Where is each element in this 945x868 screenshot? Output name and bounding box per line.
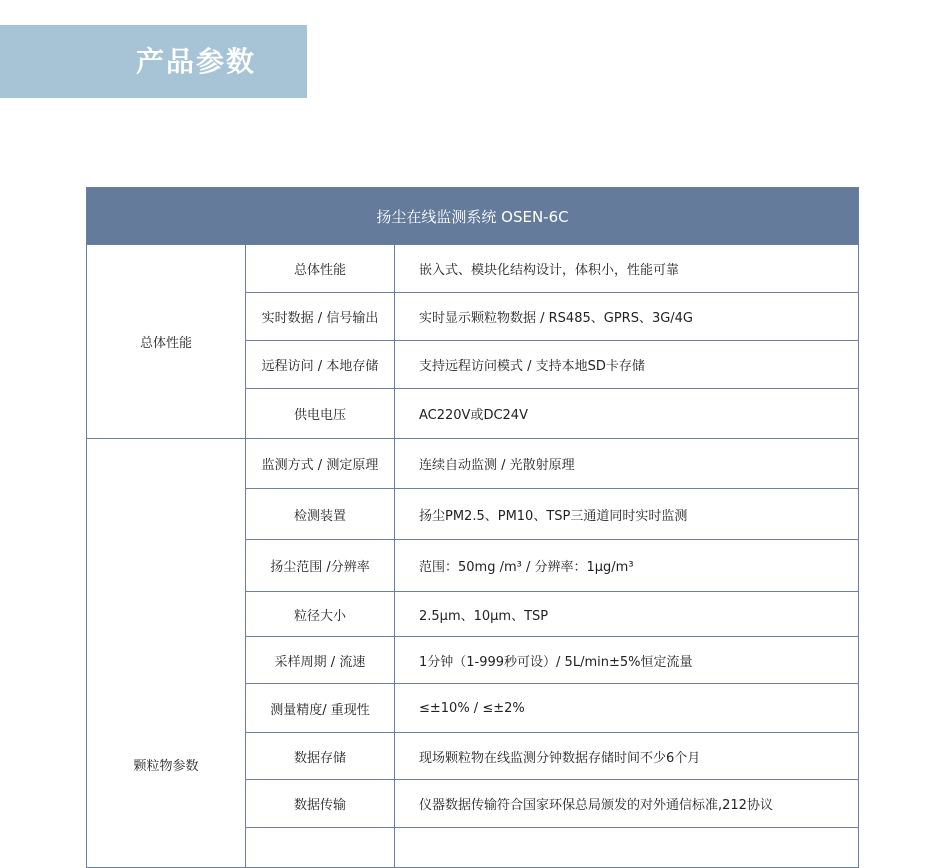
- table-title: 扬尘在线监测系统 OSEN-6C: [87, 188, 859, 245]
- param-label: 采样周期 / 流速: [246, 637, 395, 684]
- param-label: 粒径大小: [246, 592, 395, 637]
- table-row: [87, 245, 859, 293]
- table-cell-empty: [246, 828, 395, 868]
- table-cell-empty: [395, 828, 859, 868]
- category-cell: 颗粒物参数: [87, 439, 246, 868]
- param-value: 现场颗粒物在线监测分钟数据存储时间不少6个月: [395, 733, 859, 780]
- table-header-row: [87, 188, 859, 245]
- param-label: 监测方式 / 测定原理: [246, 439, 395, 489]
- section-title: 产品参数: [136, 45, 257, 78]
- param-label: 实时数据 / 信号输出: [246, 293, 395, 341]
- param-label: 测量精度/ 重现性: [246, 684, 395, 733]
- param-value: 实时显示颗粒物数据 / RS485、GPRS、3G/4G: [395, 293, 859, 341]
- param-label: 远程访问 / 本地存储: [246, 341, 395, 389]
- param-label: 供电电压: [246, 389, 395, 439]
- param-value: 2.5μm、10μm、TSP: [395, 592, 859, 637]
- spec-table: [86, 187, 859, 868]
- param-value: ≤±10% / ≤±2%: [395, 684, 859, 733]
- param-value: 1分钟（1-999秒可设）/ 5L/min±5%恒定流量: [395, 637, 859, 684]
- param-value: 连续自动监测 / 光散射原理: [395, 439, 859, 489]
- param-value: AC220V或DC24V: [395, 389, 859, 439]
- param-value: 嵌入式、模块化结构设计，体积小，性能可靠: [395, 245, 859, 293]
- param-label: 扬尘范围 /分辨率: [246, 540, 395, 592]
- category-cell: 总体性能: [87, 245, 246, 439]
- param-value: 支持远程访问模式 / 支持本地SD卡存储: [395, 341, 859, 389]
- table-row: [87, 439, 859, 489]
- param-value: 扬尘PM2.5、PM10、TSP三通道同时实时监测: [395, 489, 859, 540]
- section-banner: [0, 25, 307, 98]
- param-label: 检测装置: [246, 489, 395, 540]
- param-label: 总体性能: [246, 245, 395, 293]
- param-value: 范围：50mg /m³ / 分辨率：1μg/m³: [395, 540, 859, 592]
- param-value: 仪器数据传输符合国家环保总局颁发的对外通信标准,212协议: [395, 780, 859, 828]
- param-label: 数据存储: [246, 733, 395, 780]
- param-label: 数据传输: [246, 780, 395, 828]
